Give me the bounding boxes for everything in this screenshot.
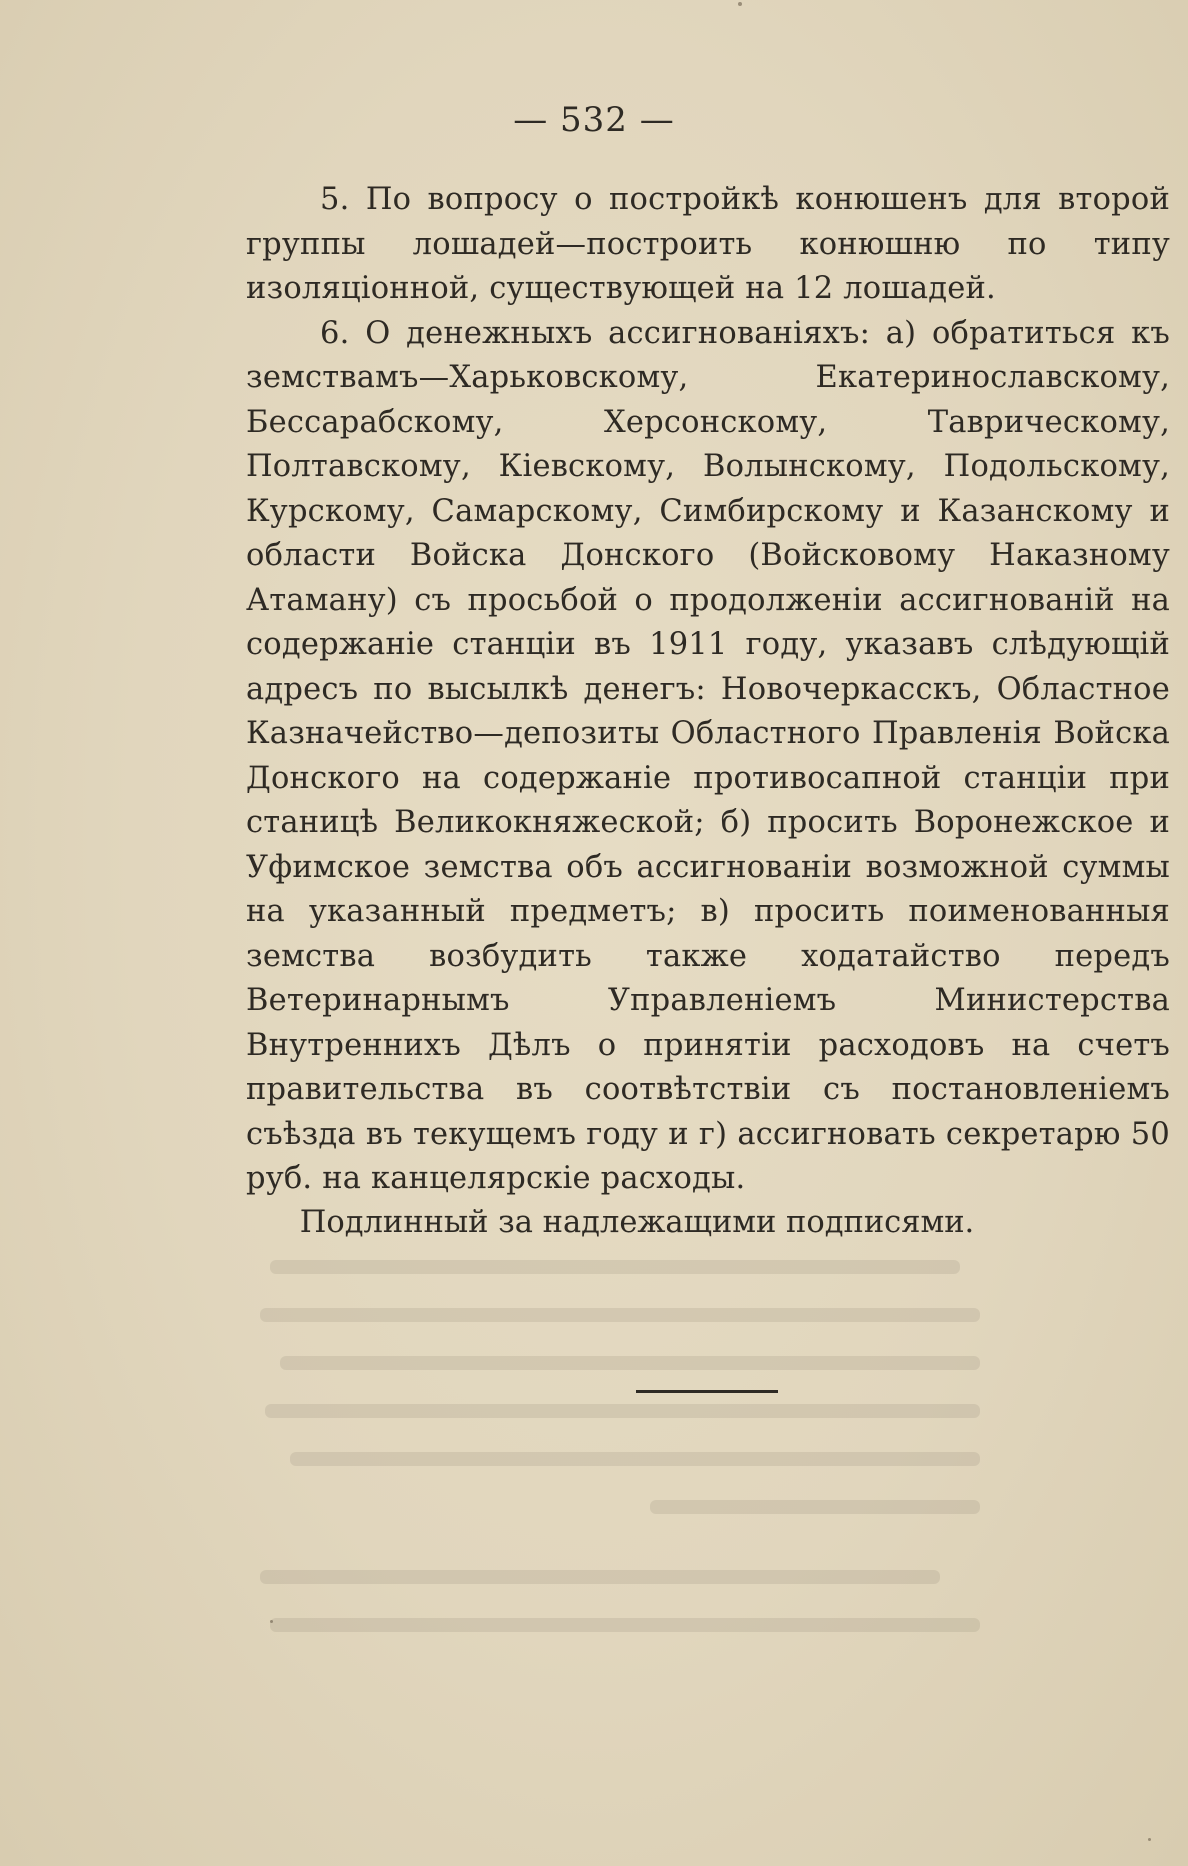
closing-rule [636, 1390, 778, 1393]
paragraph-item-6: 6. О денежныхъ ассигнованіяхъ: а) обратиться къ земствамъ—Харьковскому, Екатеринославскому, Бессарабскому, Херсонскому, Таврическому, Полтавскому, Кіевскому, Волынскому, Подольскому, Курскому, Самарскому, Симбирскому и Казанскому и области Войска Донского (Войсковому Наказному Атаману) съ просьбой о продолженіи ассигнованій на содержаніе станціи въ 1911 году, указавъ слѣдующій адресъ по высылкѣ денегъ: Новочеркасскъ, Областное Казначейство—депозиты Областного Правленія Войска Донского на содержаніе противосапной станціи при станицѣ Великокняжеской; б) просить Воронежское и Уфимское земства объ ассигнованіи возможной суммы на указанный предметъ; в) просить поименованныя земства возбудить также ходатайство передъ Ветеринарнымъ Управленіемъ Министерства Внутреннихъ Дѣлъ о принятіи расходовъ на счетъ правительства въ соотвѣтствіи съ постановленіемъ съѣзда въ текущемъ году и г) ассигновать секретарю 50 руб. на канцелярскіе расходы. [246, 315, 1170, 1196]
paragraph-item-5: 5. По вопросу о постройкѣ конюшенъ для второй группы лошадей—построить конюшню по типу изоляціонной, существующей на 12 лошадей. [246, 182, 1170, 306]
bleed-through-texture [250, 1250, 980, 1682]
paper-speck [1148, 1838, 1151, 1841]
paper-speck [270, 1620, 273, 1623]
body-text [246, 178, 1170, 1202]
bleed-through-lines [250, 1250, 980, 1670]
page-number: — 532 — [513, 100, 675, 140]
signature-line: Подлинный за надлежащими подписями. [299, 1205, 975, 1240]
paper-speck [738, 2, 742, 6]
